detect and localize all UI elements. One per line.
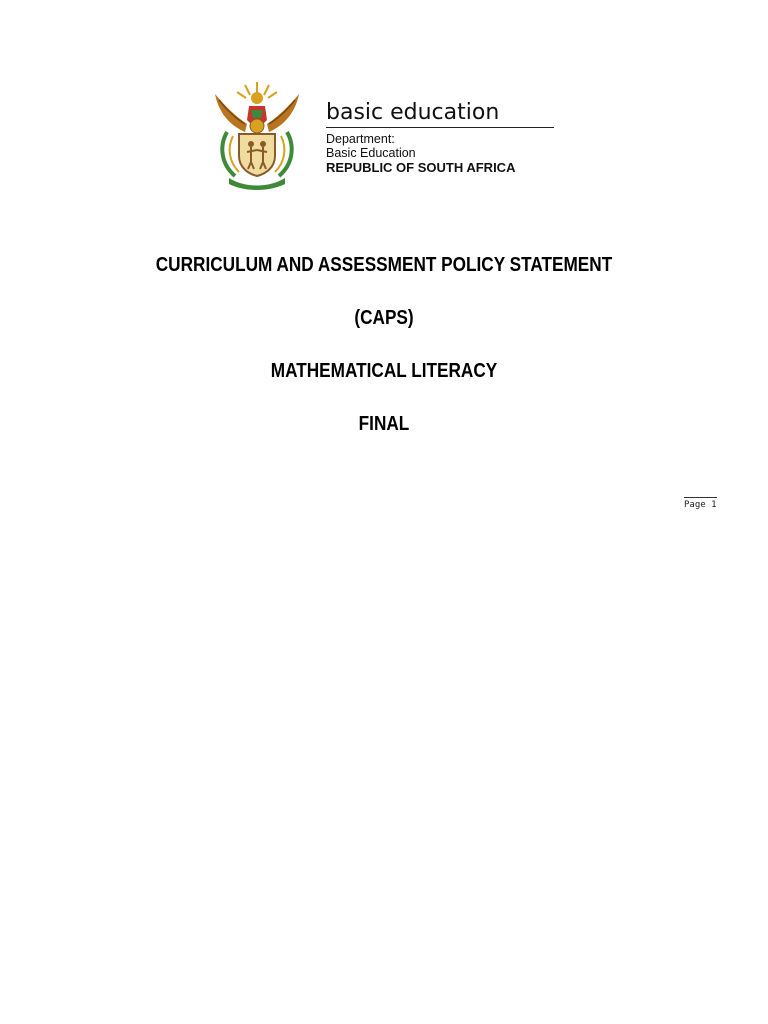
- document-title: CURRICULUM AND ASSESSMENT POLICY STATEMENT: [155, 254, 613, 276]
- coat-of-arms-icon: [205, 76, 309, 192]
- department-label: Department:: [326, 132, 395, 146]
- document-subject: MATHEMATICAL LITERACY: [270, 360, 498, 382]
- department-name: Basic Education: [326, 146, 416, 160]
- brand-name: basic education: [326, 100, 500, 125]
- document-acronym: (CAPS): [354, 307, 414, 329]
- department-logo: [205, 76, 563, 194]
- page-number: Page 1: [684, 497, 717, 510]
- logo-text: [326, 76, 561, 175]
- country-name: REPUBLIC OF SOUTH AFRICA: [326, 160, 516, 175]
- brand-underline: [326, 127, 554, 128]
- document-status: FINAL: [358, 413, 410, 435]
